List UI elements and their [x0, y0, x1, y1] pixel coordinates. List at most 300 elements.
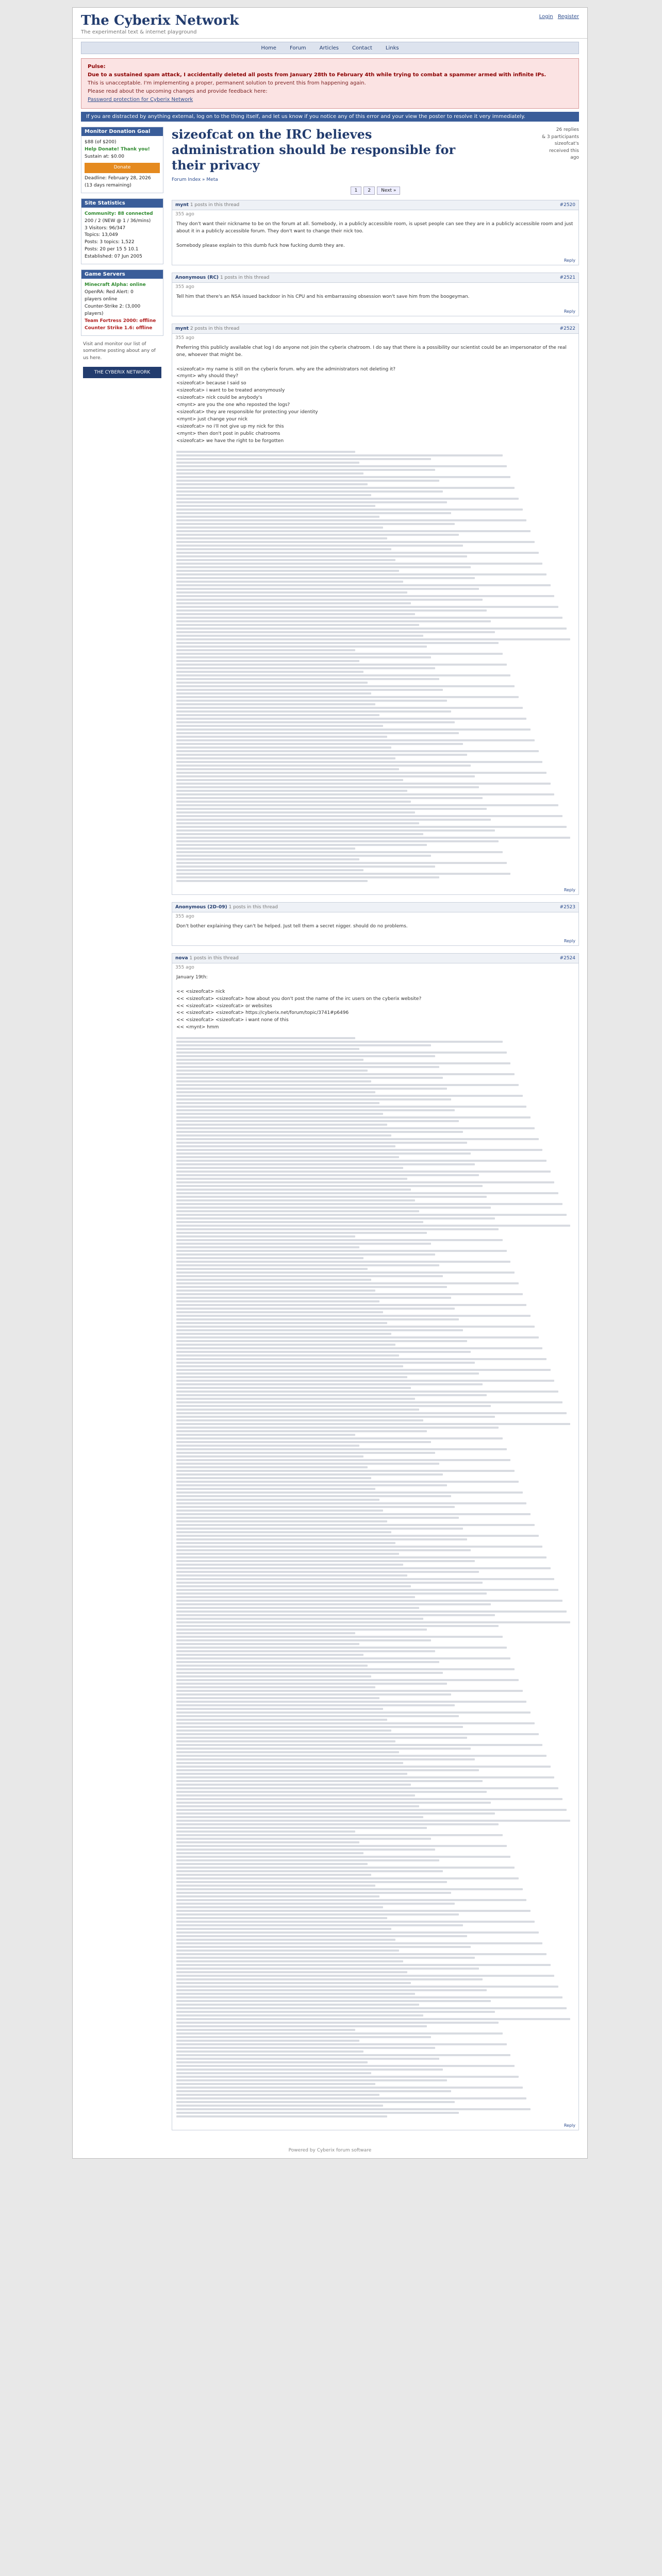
log-line	[176, 1452, 435, 1454]
log-line	[176, 1116, 531, 1118]
log-line	[176, 1250, 507, 1252]
log-line	[176, 1153, 471, 1155]
post-permalink[interactable]: #2523	[559, 904, 575, 910]
sidebar	[81, 127, 163, 2138]
donation-cta: Help Donate! Thank you!	[85, 146, 150, 152]
log-line	[176, 606, 558, 608]
log-line	[176, 1614, 495, 1616]
log-line	[176, 1567, 551, 1569]
log-line	[176, 1398, 415, 1400]
log-line	[176, 1070, 368, 1072]
log-line	[176, 732, 459, 734]
stats-line: Posts: 20 per 15 5 10.1	[85, 247, 139, 252]
log-line	[176, 2112, 459, 2114]
log-line	[176, 1827, 427, 1829]
main-nav	[81, 42, 579, 54]
log-line	[176, 1510, 383, 1512]
reply-link[interactable]: Reply	[564, 2123, 575, 2128]
log-line	[176, 1351, 471, 1353]
log-line	[176, 620, 491, 622]
log-line	[176, 1405, 491, 1407]
log-line	[176, 1870, 443, 1872]
log-line	[176, 1625, 499, 1627]
forum-post	[172, 273, 579, 316]
log-line	[176, 1636, 503, 1638]
log-line	[176, 801, 411, 803]
log-line	[176, 2065, 515, 2067]
log-line	[176, 1657, 510, 1659]
log-line	[176, 1629, 427, 1631]
log-line	[176, 1077, 443, 1079]
log-line	[176, 1549, 471, 1551]
log-line	[176, 862, 507, 864]
sidebar-note: Visit and monitor our list of sometime posting about any of us here.	[83, 341, 156, 361]
log-line	[176, 451, 355, 453]
log-line	[176, 1340, 467, 1342]
log-line	[176, 1210, 419, 1212]
login-link[interactable]: Login	[539, 14, 553, 20]
log-line	[176, 880, 368, 882]
log-line	[176, 462, 359, 464]
log-line	[176, 595, 554, 597]
log-line	[176, 1805, 419, 1807]
log-line	[176, 480, 439, 482]
log-line	[176, 1542, 395, 1544]
log-line	[176, 1769, 479, 1771]
log-line	[176, 700, 447, 702]
log-line	[176, 1726, 463, 1728]
log-line	[176, 714, 379, 716]
log-line	[176, 1960, 403, 1962]
log-line	[176, 829, 495, 832]
log-line	[176, 1304, 526, 1306]
log-line	[176, 1174, 479, 1176]
log-line	[176, 736, 387, 738]
log-line	[176, 1924, 463, 1926]
site-title[interactable]: The Cyberix Network	[81, 13, 239, 28]
reply-link[interactable]: Reply	[564, 938, 575, 943]
log-line	[176, 757, 395, 759]
log-line	[176, 653, 503, 655]
donation-sub: Sustain at: $0.00	[85, 154, 124, 159]
footer: Powered by Cyberix forum software	[288, 2148, 372, 2154]
log-line	[176, 1524, 535, 1526]
log-line	[176, 1571, 479, 1573]
log-line	[176, 1333, 391, 1335]
log-line	[176, 2108, 531, 2110]
log-line	[176, 2105, 383, 2107]
log-line	[176, 563, 542, 565]
log-line	[176, 739, 535, 741]
log-line	[176, 1286, 447, 1288]
post-date: 355 ago	[175, 335, 194, 341]
next-page-button[interactable]: Next »	[377, 187, 400, 195]
log-line	[176, 2054, 510, 2056]
log-line	[176, 1109, 455, 1111]
log-line	[176, 811, 415, 814]
log-line	[176, 1279, 371, 1281]
log-line	[176, 530, 531, 532]
log-line	[176, 1845, 507, 1847]
forum-post	[172, 324, 579, 895]
log-line	[176, 1812, 495, 1815]
log-line	[176, 1102, 379, 1104]
log-line	[176, 1538, 467, 1540]
log-line	[176, 1445, 359, 1447]
log-line	[176, 1582, 483, 1584]
log-line	[176, 581, 403, 583]
log-line	[176, 642, 499, 644]
nav-articles[interactable]: Articles	[319, 45, 339, 51]
log-line	[176, 1282, 519, 1284]
log-line	[176, 1344, 395, 1346]
log-line	[176, 1560, 475, 1562]
log-line	[176, 1556, 547, 1558]
log-line	[176, 1412, 567, 1414]
log-line	[176, 1178, 407, 1180]
log-line	[176, 1780, 483, 1782]
log-line	[176, 1124, 387, 1126]
log-line	[176, 1221, 423, 1223]
log-line	[176, 570, 399, 572]
breadcrumb[interactable]: Forum Index » Meta	[172, 177, 218, 182]
log-line	[176, 1394, 487, 1396]
log-line	[176, 1917, 387, 1919]
log-line	[176, 1704, 455, 1706]
log-line	[176, 1502, 526, 1504]
log-line	[176, 664, 507, 666]
log-line	[176, 1293, 523, 1295]
log-line	[176, 1044, 431, 1046]
log-line	[176, 1156, 399, 1158]
post-author[interactable]: nova	[175, 955, 188, 961]
post-log-lines	[172, 935, 578, 939]
notice-bar: If you are distracted by anything external, log on to the thing itself, and let us know if you notice any of this error and your view the poster to resolve it very immediately.	[81, 112, 579, 122]
log-line	[176, 765, 471, 767]
log-line	[176, 1903, 455, 1905]
log-line	[176, 487, 515, 489]
post-author[interactable]: Anonymous (RC)	[175, 275, 219, 280]
alert-feedback-link[interactable]: Password protection for Cyberix Network	[88, 97, 193, 103]
log-line	[176, 696, 519, 698]
post-permalink[interactable]: #2521	[559, 275, 575, 280]
log-line	[176, 1888, 523, 1890]
nav-forum[interactable]: Forum	[289, 45, 306, 51]
log-line	[176, 1362, 475, 1364]
log-line	[176, 671, 363, 673]
log-line	[176, 1257, 363, 1259]
post-date: 355 ago	[175, 212, 194, 217]
log-line	[176, 1492, 523, 1494]
log-line	[176, 1661, 439, 1663]
log-line	[176, 454, 503, 456]
stats-line: Established: 07 Jun 2005	[85, 254, 142, 260]
forum-post	[172, 902, 579, 946]
log-line	[176, 1073, 515, 1075]
log-line	[176, 1816, 423, 1818]
log-line	[176, 1877, 519, 1879]
log-line	[176, 1708, 383, 1710]
log-line	[176, 1679, 519, 1681]
log-line	[176, 1809, 567, 1811]
register-link[interactable]: Register	[557, 14, 579, 20]
log-line	[176, 559, 395, 561]
donation-deadline: Deadline: February 28, 2026	[85, 175, 151, 181]
stats-line: 200 / 2 (NEW @ 1 / 36/mins)	[85, 218, 151, 224]
post-header	[172, 954, 578, 963]
log-line	[176, 469, 435, 471]
auth-links	[536, 14, 579, 20]
log-line	[176, 2115, 387, 2117]
log-line	[176, 638, 570, 640]
log-line	[176, 721, 455, 723]
log-line	[176, 1946, 471, 1948]
log-line	[176, 1993, 415, 1995]
log-line	[176, 1553, 399, 1555]
log-line	[176, 1239, 503, 1241]
log-line	[176, 1232, 427, 1234]
log-line	[176, 609, 487, 612]
log-line	[176, 1668, 515, 1670]
log-line	[176, 1823, 499, 1825]
post-author[interactable]: mynt	[175, 326, 189, 331]
log-line	[176, 577, 475, 579]
log-line	[176, 1639, 431, 1641]
log-line	[176, 1585, 411, 1587]
log-line	[176, 2047, 435, 2049]
log-line	[176, 1762, 403, 1764]
log-line	[176, 1131, 463, 1133]
page-container	[72, 7, 588, 2159]
log-line	[176, 2097, 526, 2099]
log-line	[176, 1885, 375, 1887]
log-line	[176, 1037, 355, 1039]
log-line	[176, 790, 407, 792]
log-line	[176, 2094, 379, 2096]
log-line	[176, 750, 539, 752]
log-line	[176, 1484, 447, 1486]
log-line	[176, 1867, 515, 1869]
log-line	[176, 2004, 419, 2006]
log-line	[176, 1968, 479, 1970]
log-line	[176, 761, 542, 763]
log-line	[176, 1957, 475, 1959]
post-header	[172, 903, 578, 912]
network-badge[interactable]: THE CYBERIX NETWORK	[83, 367, 161, 378]
log-line	[176, 2018, 570, 2020]
log-line	[176, 1931, 539, 1934]
nav-home[interactable]: Home	[261, 45, 276, 51]
log-line	[176, 1621, 570, 1623]
log-line	[176, 1733, 539, 1735]
thread-stat: sizeofcat's	[554, 141, 579, 146]
log-line	[176, 1322, 387, 1324]
log-line	[176, 1427, 499, 1429]
post-body: Don't bother explaining they can't be helped. Just tell them a secret nigger. should do no problems.	[176, 923, 408, 929]
log-line	[176, 833, 423, 835]
log-line	[176, 1163, 475, 1165]
stats-line: Posts: 3 topics: 1,522	[85, 240, 135, 245]
post-header	[172, 200, 578, 210]
post-log-lines	[172, 451, 578, 888]
log-line	[176, 1477, 371, 1479]
page-2-button[interactable]: 2	[363, 187, 375, 195]
log-line	[176, 2022, 499, 2024]
log-line	[176, 1978, 483, 1980]
log-line	[176, 523, 455, 525]
post-log-lines	[172, 254, 578, 258]
log-line	[176, 858, 359, 860]
log-line	[176, 1787, 558, 1789]
stats-box	[81, 198, 163, 265]
log-line	[176, 1189, 411, 1191]
log-line	[176, 1228, 499, 1230]
site-header	[73, 8, 587, 39]
thread-stat: received this	[549, 148, 579, 154]
post-author[interactable]: Anonymous (2D-09)	[175, 904, 227, 910]
log-line	[176, 534, 459, 536]
post-author[interactable]: mynt	[175, 202, 189, 208]
log-line	[176, 1463, 439, 1465]
post-role: 1 posts in this thread	[190, 202, 240, 208]
log-line	[176, 747, 391, 749]
log-line	[176, 2072, 371, 2074]
log-line	[176, 1365, 403, 1367]
log-line	[176, 1574, 407, 1577]
log-line	[176, 1149, 542, 1151]
log-line	[176, 1766, 551, 1768]
log-line	[176, 1318, 459, 1320]
log-line	[176, 1095, 523, 1097]
log-line	[176, 692, 371, 694]
log-line	[176, 1062, 510, 1064]
log-line	[176, 840, 499, 842]
log-line	[176, 1253, 435, 1256]
post-log-lines	[172, 305, 578, 309]
log-line	[176, 1913, 459, 1916]
log-line	[176, 2050, 363, 2053]
server-line: Counter Strike 1.6: offline	[85, 325, 153, 331]
log-line	[176, 2101, 455, 2103]
servers-box	[81, 269, 163, 336]
post-role: 1 posts in this thread	[189, 955, 239, 961]
log-line	[176, 1592, 487, 1595]
reply-link[interactable]: Reply	[564, 887, 575, 892]
spam-alert	[81, 58, 579, 109]
log-line	[176, 1167, 403, 1169]
log-line	[176, 519, 526, 521]
log-line	[176, 1308, 455, 1310]
log-line	[176, 1589, 558, 1591]
post-permalink[interactable]: #2522	[559, 326, 575, 331]
log-line	[176, 1975, 554, 1977]
log-line	[176, 797, 483, 799]
log-line	[176, 775, 475, 777]
post-permalink[interactable]: #2524	[559, 955, 575, 961]
log-line	[176, 1084, 519, 1086]
log-line	[176, 2000, 491, 2002]
log-line	[176, 772, 547, 774]
log-line	[176, 656, 431, 658]
log-line	[176, 1596, 415, 1598]
log-line	[176, 1290, 375, 1292]
post-body: They don't want their nickname to be on the forum at all. Somebody, in a publicly accessible room, is upset people can see they are in a publicly accessible room and just about it in a publicly accessible forum. They don't want to change their nick too. Somebody please explain to this dumb fuck how fucking dumb they are.	[176, 222, 573, 248]
log-line	[176, 1996, 562, 1998]
log-line	[176, 1683, 447, 1685]
log-line	[176, 2007, 567, 2009]
log-line	[176, 635, 423, 637]
log-line	[176, 1041, 503, 1043]
donation-box	[81, 127, 163, 193]
log-line	[176, 1235, 355, 1238]
log-line	[176, 1910, 531, 1912]
log-line	[176, 591, 407, 594]
nav-links[interactable]: Links	[385, 45, 399, 51]
log-line	[176, 1690, 523, 1692]
log-line	[176, 1138, 539, 1140]
log-line	[176, 1881, 447, 1883]
log-line	[176, 1080, 371, 1082]
log-line	[176, 498, 519, 500]
log-line	[176, 1618, 423, 1620]
log-line	[176, 1546, 542, 1548]
log-line	[176, 1203, 562, 1205]
log-line	[176, 1441, 431, 1443]
post-header	[172, 324, 578, 334]
log-line	[176, 1437, 503, 1439]
log-line	[176, 1264, 439, 1266]
log-line	[176, 490, 443, 493]
post-date: 355 ago	[175, 913, 194, 919]
log-line	[176, 1358, 547, 1360]
log-line	[176, 2025, 427, 2027]
reply-link[interactable]: Reply	[564, 309, 575, 314]
log-line	[176, 1473, 443, 1476]
log-line	[176, 1369, 551, 1371]
post-permalink[interactable]: #2520	[559, 202, 575, 208]
server-line: players online	[85, 297, 118, 302]
log-line	[176, 1106, 526, 1108]
log-line	[176, 555, 467, 557]
log-line	[176, 1052, 507, 1054]
donate-button[interactable]: Donate	[85, 163, 160, 173]
alert-line-1: Due to a sustained spam attack, I accidentally deleted all posts from January 28th to February 4th while trying to combat a spammer armed with infinite IPs.	[88, 72, 547, 78]
log-line	[176, 707, 523, 709]
log-line	[176, 1297, 451, 1299]
nav-contact[interactable]: Contact	[352, 45, 372, 51]
page-1-button[interactable]: 1	[351, 187, 362, 195]
log-line	[176, 1834, 503, 1836]
log-line	[176, 1466, 368, 1468]
log-line	[176, 826, 567, 828]
log-line	[176, 1531, 391, 1533]
log-line	[176, 1217, 495, 1219]
post-body: Preferring this publicly available chat log I do anyone not join the cyberix chatroom. I do say that there is a possibility our scientist could be an impersonator of the real one, whoever that might be. <sizeofcat> my name is still on the cyberix forum. why are the administrators not deleting it? <mynt> why should they? <sizeofcat> because I said so <sizeofcat> i want to be treated anonymously <sizeofcat> nick could be anybody's <mynt> are you the one who reposted the logs? <sizeofcat> they are responsible for protecting your identity <mynt> just change your nick <sizeofcat> no i'll not give up my nick for this <mynt> then don't post in public chatrooms <sizeofcat> we have the right to be forgotten	[176, 345, 567, 444]
log-line	[176, 1495, 451, 1497]
stats-line: 3 Visitors: 96/347	[85, 225, 126, 231]
post-date: 355 ago	[175, 284, 194, 290]
log-line	[176, 869, 363, 871]
log-line	[176, 2040, 359, 2042]
log-line	[176, 1354, 399, 1357]
log-line	[176, 1513, 531, 1515]
alert-line-3: Please read about the upcoming changes and provide feedback here:	[88, 89, 268, 94]
log-line	[176, 1448, 507, 1450]
post-body: Tell him that there's an NSA issued backdoor in his CPU and his embarrassing obsession won't save him from the boogeyman.	[176, 294, 470, 299]
log-line	[176, 1171, 551, 1173]
reply-link[interactable]: Reply	[564, 258, 575, 263]
log-line	[176, 1773, 407, 1775]
